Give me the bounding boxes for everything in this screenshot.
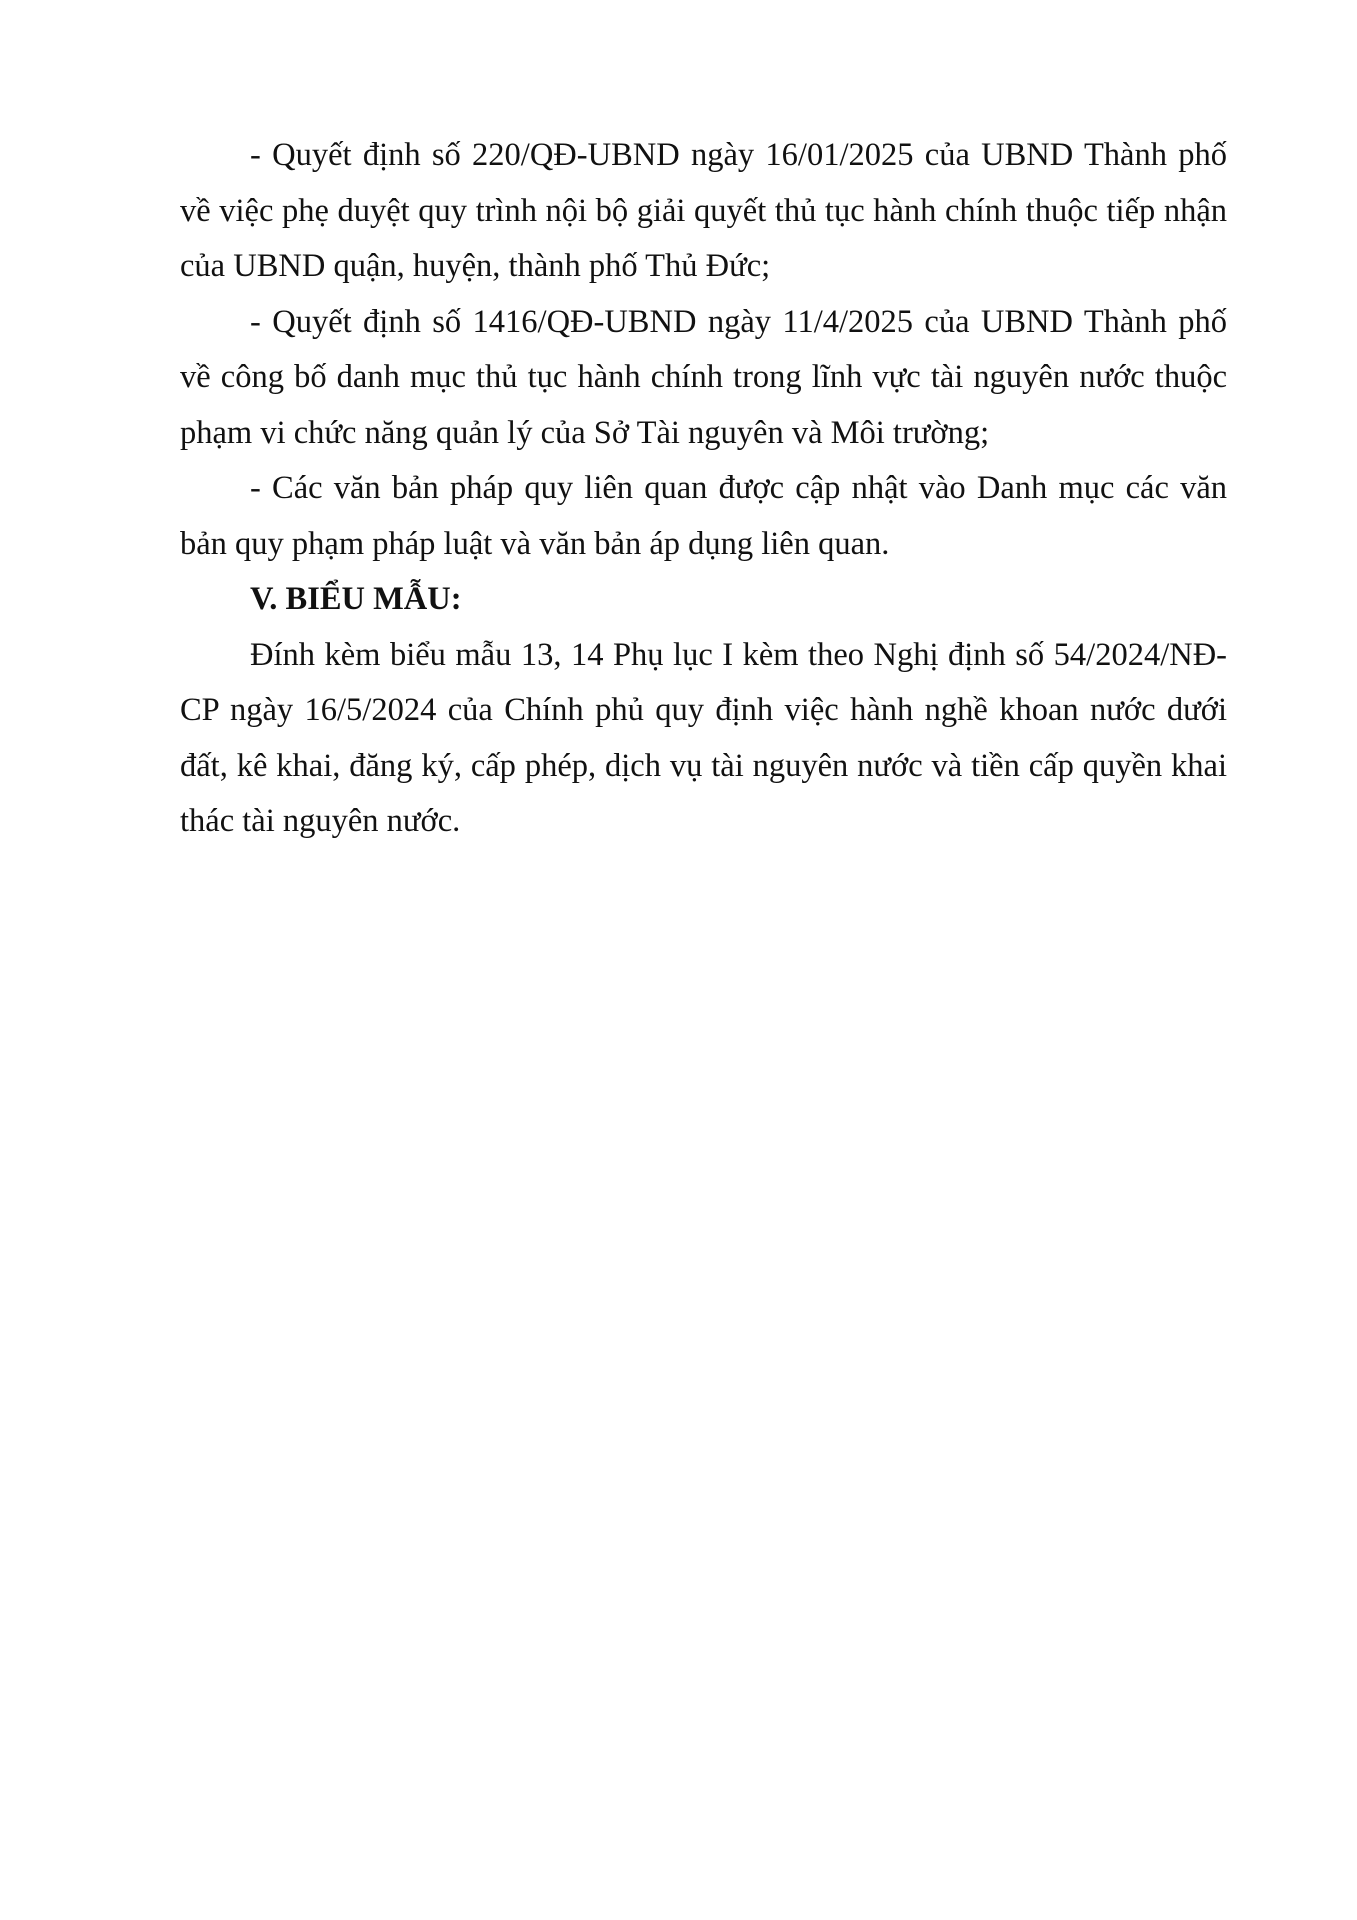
- section-body-paragraph: Đính kèm biểu mẫu 13, 14 Phụ lục I kèm theo Nghị định số 54/2024/NĐ-CP ngày 16/5/2024 của Chính phủ quy định việc hành nghề khoan nước dưới đất, kê khai, đăng ký, cấp phép, dịch vụ tài nguyên nước và tiền cấp quyền khai thác tài nguyên nước.: [180, 636, 1227, 839]
- legal-reference-paragraph: - Quyết định số 1416/QĐ-UBND ngày 11/4/2025 của UBND Thành phố về công bố danh mục thủ tục hành chính trong lĩnh vực tài nguyên nước thuộc phạm vi chức năng quản lý của Sở Tài nguyên và Môi trường;: [180, 303, 1227, 451]
- legal-reference-paragraph: - Các văn bản pháp quy liên quan được cập nhật vào Danh mục các văn bản quy phạm pháp luật và văn bản áp dụng liên quan.: [180, 470, 1227, 562]
- legal-reference-paragraph: - Quyết định số 220/QĐ-UBND ngày 16/01/2025 của UBND Thành phố về việc phẹ duyệt quy trình nội bộ giải quyết thủ tục hành chính thuộc tiếp nhận của UBND quận, huyện, thành phố Thủ Đức;: [180, 137, 1227, 284]
- document-body: [180, 128, 1227, 850]
- section-heading: V. BIỂU MẪU:: [250, 581, 462, 617]
